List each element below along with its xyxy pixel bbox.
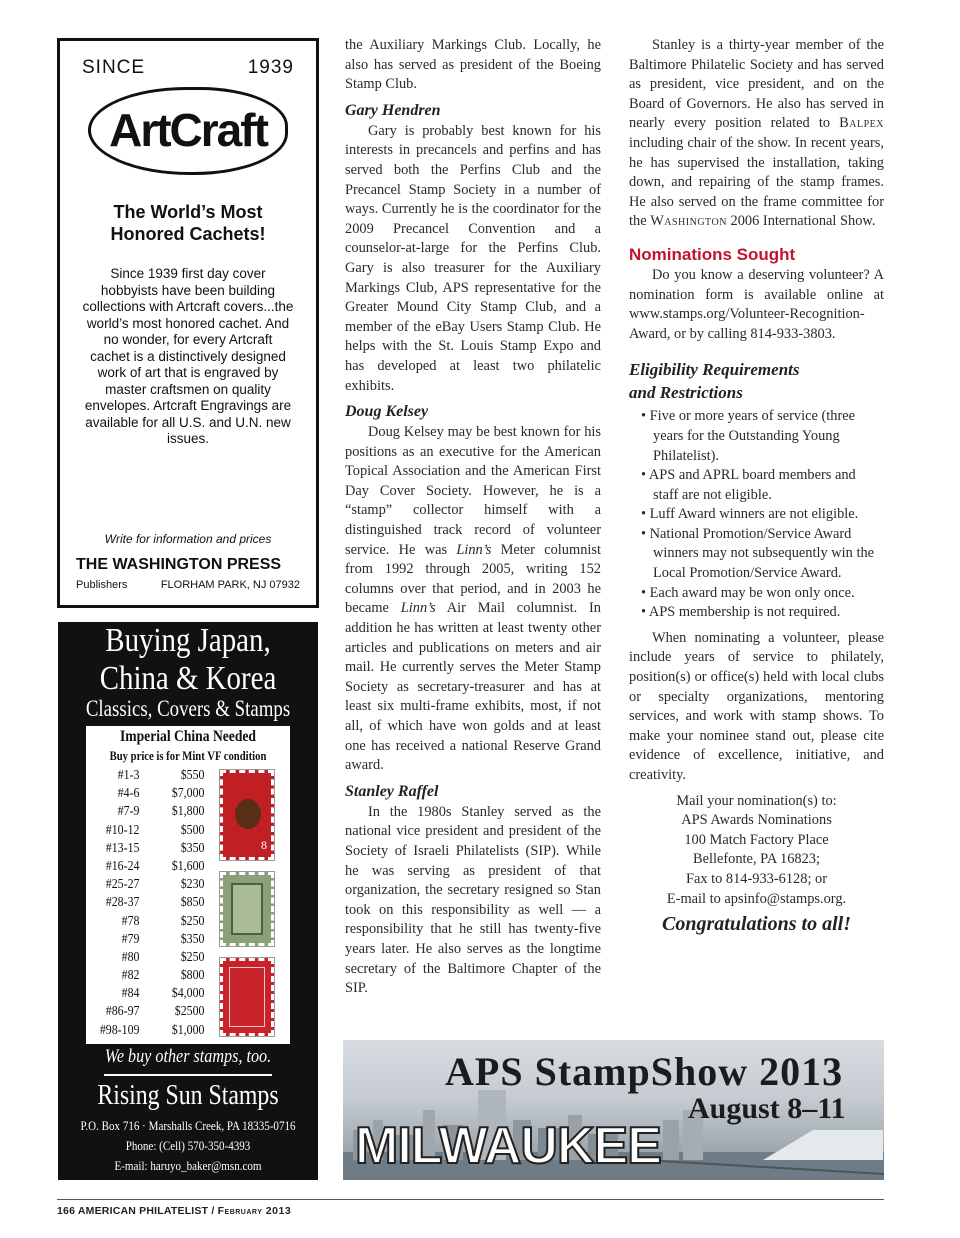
price-row (94, 804, 205, 822)
price-value: $350 (180, 840, 205, 856)
mail-line: Fax to 814-933-6128; or (685, 870, 828, 887)
price-value: $350 (180, 931, 205, 947)
artcraft-publisher-line (76, 579, 300, 591)
article-column-right (629, 36, 884, 935)
doug-heading: Doug Kelsey (345, 403, 429, 421)
price-value: $7,000 (171, 786, 205, 802)
price-cat: #13-15 (105, 840, 140, 856)
congrats: Congratulations to all! (662, 913, 851, 936)
price-value: $250 (180, 949, 205, 965)
nominating-text: When nominating a volunteer, please include years of service to philately, position(s) or office(s) held with local clubs or specialty organizations, mentoring services, and work with stamp shows. To make your nominee stand out, please cite evidence of excellence, initiative, and creativity. (629, 629, 884, 783)
price-row (94, 986, 205, 1004)
rising-sun-title-1: Buying Japan, (105, 622, 271, 659)
price-cat: #25-27 (105, 877, 140, 893)
rising-sun-subtitle: Classics, Covers & Stamps (85, 696, 291, 721)
price-row (94, 1004, 205, 1022)
artcraft-ad (57, 38, 319, 608)
price-cat: #84 (121, 986, 140, 1002)
mail-line: 100 Match Factory Place (684, 831, 829, 848)
mail-line: Mail your nomination(s) to: (676, 792, 837, 809)
price-row (94, 841, 205, 859)
price-row (94, 950, 205, 968)
artcraft-headline (60, 201, 316, 245)
mail-block (629, 792, 884, 910)
artcraft-publishers: Publishers (76, 579, 128, 591)
price-value: $850 (180, 895, 205, 911)
price-row (94, 914, 205, 932)
gary-heading: Gary Hendren (345, 101, 441, 119)
page-number: 166 (57, 1205, 76, 1217)
price-value: $1,000 (171, 1022, 205, 1038)
price-cat: #10-12 (105, 822, 140, 838)
stamp-value: 8 (261, 838, 267, 852)
dragon-stamp-image (220, 872, 274, 946)
nominations-heading: Nominations Sought (629, 244, 796, 264)
price-cat: #80 (121, 949, 140, 965)
eligibility-item: • APS and APRL board members and staff are not eligible. (629, 466, 884, 505)
stampshow-banner (343, 1040, 884, 1180)
rising-sun-company: Rising Sun Stamps (97, 1080, 279, 1111)
eligibility-item: • APS membership is not required. (629, 603, 884, 623)
price-cat: #16-24 (105, 858, 140, 874)
price-cat: #86-97 (105, 1004, 140, 1020)
artcraft-location: FLORHAM PARK, NJ 07932 (160, 579, 300, 591)
price-cat: #98-109 (99, 1022, 140, 1038)
nominations-text: Do you know a deserving volunteer? A nomination form is available online at www.stamps.org/Volunteer-Recognition-Award, or by calling 814-933-3803. (629, 266, 884, 342)
mail-line: APS Awards Nominations (681, 812, 832, 829)
artcraft-write-line: Write for information and prices (104, 532, 272, 546)
monkey-icon (235, 799, 261, 829)
price-value: $500 (180, 822, 205, 838)
price-row (94, 895, 205, 913)
mail-line: Bellefonte, PA 16823; (693, 851, 820, 868)
article-intro: the Auxiliary Markings Club. Locally, he also has served as president of the Boeing Stamp Club. (345, 37, 601, 93)
price-value: $800 (180, 968, 205, 984)
price-value: $550 (180, 768, 205, 783)
rising-sun-address: P.O. Box 716 · Marshalls Creek, PA 18335-0716 (80, 1118, 296, 1133)
artcraft-headline-2: Honored Cachets! (110, 224, 266, 244)
price-panel (86, 726, 290, 1044)
rising-sun-email: E-mail: haruyo_baker@msn.com (114, 1158, 262, 1173)
price-row (94, 786, 205, 804)
stanley-text: In the 1980s Stanley served as the national vice president and president of the Society of Israeli Philatelists (SIP). While he was serving as president of that organization, the secretary resigned so Stan took on this responsibility as well — a responsibility that he still has twenty-five years later. He also serves as the longtime secretary of the Baltimore Chapter of the SIP. (345, 803, 601, 997)
price-row (94, 968, 205, 986)
rising-sun-title (78, 622, 299, 698)
rising-sun-phone: Phone: (Cell) 570-350-4393 (125, 1138, 251, 1153)
eligibility-list (629, 407, 884, 623)
price-cat: #78 (121, 913, 140, 929)
ad-divider (104, 1074, 272, 1076)
eligibility-item: • Each award may be won only once. (629, 584, 884, 604)
price-cat: #28-37 (105, 895, 140, 911)
imperial-heading: Imperial China Needed (120, 728, 256, 745)
price-row (94, 932, 205, 950)
gary-text: Gary is probably best known for his interests in precancels and perfins and has served both the Perfins Club and the Precancel Stamp Society in a number of ways. Currently he is the coordinator for the 2009 Precancel Convention and a counselor-at-large for the Perfins Club. Gary is also treasurer for the Auxiliary Markings Club, APS representative for the Greater Mound City Stamp Club, and a member of the eBay Users Stamp Club. He helps with the St. Louis Stamp Expo and has developed at least two philatelic exhibits. (345, 122, 601, 394)
stanley-heading: Stanley Raffel (345, 782, 439, 800)
price-value: $230 (180, 877, 205, 893)
artcraft-body: Since 1939 first day cover hobbyists have been building collections with Artcraft covers...the world’s most honored cachet. And no wonder, for every Artcraft cachet is a distinctively designed work of art that is engraved by master craftsmen on quality envelopes. Artcraft Engravings are available for all U.S. and U.N. new issues. (82, 266, 294, 446)
eligibility-heading: Eligibility Requirements and Restrictions (629, 360, 800, 403)
doug-text: Doug Kelsey may be best known for his positions as an executive for the American Topical Association and the American First Day Cover Society. However, he is a “stamp” collector himself with a distinguished track record of volunteer service. He was Linn’s Meter columnist from 1992 through 2005, writing 152 columns over that period, and in 2003 he became Linn’s Air Mail columnist. In addition he has written at least twenty other articles and publications on meters and air mail. He currently serves the Meter Stamp Society as secretary-treasurer and has at least six multi-frame exhibits, most, if not all, of which have won golds and at least one has received a national Reserve Grand award. (345, 424, 601, 774)
price-value: $2500 (174, 1004, 205, 1020)
banner-city: MILWAUKEE (355, 1117, 661, 1175)
price-value: $4,000 (171, 986, 205, 1002)
price-value: $1,800 (171, 804, 205, 820)
price-cat: #7-9 (117, 804, 140, 820)
artcraft-press: THE WASHINGTON PRESS (76, 556, 282, 573)
issue-date: February 2013 (217, 1205, 292, 1217)
rising-sun-ad (58, 622, 318, 1180)
monkey-stamp-image (220, 770, 274, 860)
price-row (94, 1023, 205, 1041)
page-footer: 166 AMERICAN PHILATELIST / February 2013 (57, 1205, 292, 1217)
price-cat: #79 (121, 931, 140, 947)
eligibility-item: • Luff Award winners are not eligible. (629, 505, 884, 525)
eligibility-item: • National Promotion/Service Award winners may not subsequently win the Local Promotion/Service Award. (629, 525, 884, 584)
artcraft-logo: ArtCraft (109, 104, 267, 156)
eligibility-item: • Five or more years of service (three years for the Outstanding Young Philatelist). (629, 407, 884, 466)
price-value: $1,600 (171, 858, 205, 874)
banner-title: APS StampShow 2013 (445, 1049, 844, 1094)
mail-line: E-mail to apsinfo@stamps.org. (666, 890, 847, 907)
price-row (94, 877, 205, 895)
price-row (94, 823, 205, 841)
price-value: $250 (180, 913, 205, 929)
price-cat: #82 (121, 968, 140, 984)
footer-rule (57, 1199, 884, 1200)
buy-price-note: Buy price is for Mint VF condition (109, 748, 267, 763)
buy-other-line: We buy other stamps, too. (104, 1046, 272, 1067)
publication-name: AMERICAN PHILATELIST (77, 1205, 209, 1217)
artcraft-headline-1: The World’s Most (113, 202, 263, 222)
rising-sun-title-2: China & Korea (99, 660, 277, 697)
red-revenue-stamp-image (220, 958, 274, 1036)
price-row (94, 859, 205, 877)
price-cat: #1-3 (117, 768, 140, 783)
artcraft-year: 1939 (247, 57, 294, 78)
price-list (94, 768, 224, 1041)
artcraft-since-line (60, 57, 316, 79)
artcraft-since: SINCE (82, 57, 146, 78)
stanley-continued: Stanley is a thirty-year member of the Baltimore Philatelic Society and has served as president, vice president, and on the Board of Governors. He also has served in nearly every position related to Balpex including chair of the show. In recent years, he has supervised the installation, taking down, and repairing of the stamp frames. He also served on the frame committee for the Washington 2006 International Show. (629, 37, 884, 230)
price-row (94, 768, 205, 786)
banner-dates: August 8–11 (688, 1092, 846, 1125)
price-cat: #4-6 (117, 786, 140, 802)
article-column-middle (345, 36, 601, 999)
